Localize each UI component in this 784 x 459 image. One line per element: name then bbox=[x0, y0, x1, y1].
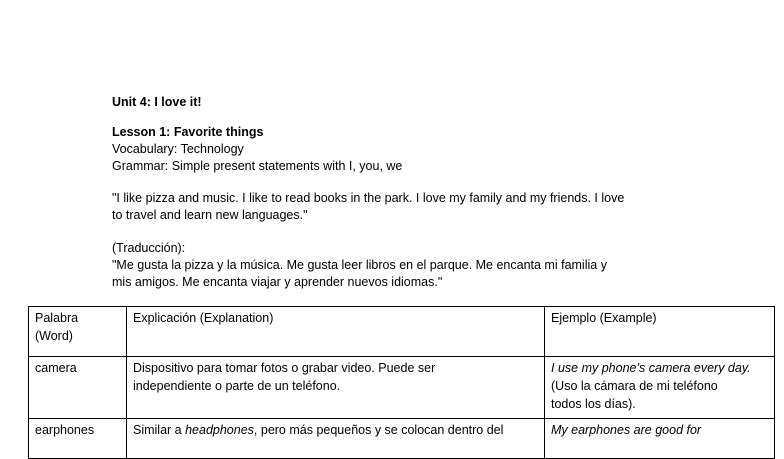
lesson-info bbox=[112, 124, 402, 175]
explanation-line-2: independiente o parte de un teléfono. bbox=[133, 379, 341, 393]
table-header-row bbox=[29, 307, 775, 357]
grammar-line: Grammar: Simple present statements with I, you, we bbox=[112, 159, 403, 173]
vocabulary-table bbox=[28, 306, 775, 459]
english-quote bbox=[112, 190, 682, 224]
translation-label: (Traducción): bbox=[112, 241, 186, 255]
explanation-line-1: Dispositivo para tomar fotos o grabar video. Puede ser bbox=[133, 361, 436, 375]
example-cell bbox=[545, 419, 775, 459]
vocabulary-line: Vocabulary: Technology bbox=[112, 142, 244, 156]
header-example: Ejemplo (Example) bbox=[545, 307, 775, 357]
word-cell: earphones bbox=[29, 419, 127, 459]
translation-line-2: mis amigos. Me encanta viajar y aprender nuevos idiomas." bbox=[112, 275, 443, 289]
example-english: My earphones are good for bbox=[551, 423, 702, 437]
translation-line-1: "Me gusta la pizza y la música. Me gusta leer libros en el parque. Me encanta mi familia y bbox=[112, 258, 607, 272]
lesson-title: Lesson 1: Favorite things bbox=[112, 125, 264, 139]
header-word-line-2: (Word) bbox=[35, 329, 73, 343]
quote-line-1: "I like pizza and music. I like to read books in the park. I love my family and my friends. I love bbox=[112, 191, 625, 205]
quote-line-2: to travel and learn new languages." bbox=[112, 208, 308, 222]
example-english: I use my phone’s camera every day. bbox=[551, 361, 751, 375]
explanation-cell bbox=[127, 419, 545, 459]
explanation-cell bbox=[127, 357, 545, 419]
example-translation-line-1: (Uso la cámara de mi teléfono bbox=[551, 379, 718, 393]
table-row bbox=[29, 357, 775, 419]
header-explanation: Explicación (Explanation) bbox=[127, 307, 545, 357]
example-translation-line-2: todos los días). bbox=[551, 397, 636, 411]
table-row bbox=[29, 419, 775, 459]
header-word-line-1: Palabra bbox=[35, 311, 79, 325]
header-word bbox=[29, 307, 127, 357]
explanation-italic-term: headphones bbox=[185, 423, 254, 437]
word-cell: camera bbox=[29, 357, 127, 419]
explanation-post: , pero más pequeños y se colocan dentro del bbox=[253, 423, 504, 437]
example-cell bbox=[545, 357, 775, 419]
explanation-pre: Similar a bbox=[133, 423, 186, 437]
unit-title: Unit 4: I love it! bbox=[112, 95, 202, 109]
spanish-translation bbox=[112, 240, 682, 291]
